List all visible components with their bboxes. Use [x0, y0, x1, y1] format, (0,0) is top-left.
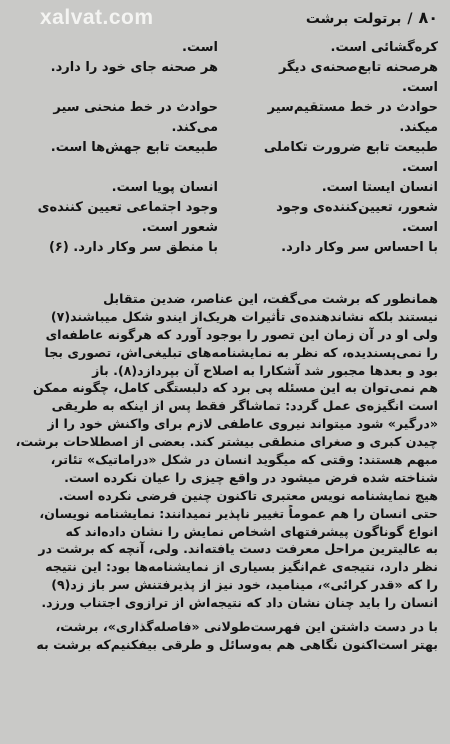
table-line: طبیعت تابع جهش‌ها است. [50, 140, 218, 155]
paragraph-line: شناخته شده فرض میشود در واقع چیزی را عیان نکرده است. [64, 469, 438, 485]
table-line: انسان پویا است. [111, 180, 218, 195]
paragraph-line: نیستند بلکه نشاندهنده‌ی تأثیرات هریک‌از ایندو شکل میباشند(۷) [50, 308, 438, 324]
table-line: است. [182, 40, 218, 55]
table-line: هر صحنه جای خود را دارد. [50, 60, 218, 75]
comparison-column-right [238, 38, 438, 258]
page-number: ۸۰ [418, 8, 438, 27]
book-title: برتولت برشت [305, 11, 402, 27]
paragraph-line: را که «قدر کرائی»، مینامید، خود نیز از پذیرفتنش سر باز زد(۹) [51, 577, 438, 593]
paragraph-line: نظر دارد، نتیجه‌ی غم‌انگیز بسیاری از نمایشنامه‌ها بود: این نتیجه [45, 559, 438, 575]
table-line: کره‌گشائی است. [330, 40, 438, 55]
paragraph-line: را نمی‌پسندیده، که نظر به نمایشنامه‌های تبلیغی‌اش، تصوری بجا [44, 344, 438, 360]
table-line [12, 78, 218, 98]
comparison-column-left [12, 38, 218, 258]
body-text [10, 290, 438, 654]
paragraph-line: هم نمی‌توان به این مسئله پی برد که دلبستگی کامل، چگونه ممکن [33, 380, 438, 396]
paragraph-line: به عالیترین مراحل معرفت دست یافته‌اند. ولی، آنچه که برشت در [38, 541, 438, 557]
header-separator: / [407, 11, 413, 27]
paragraph-line: با در دست داشتن این فهرست‌طولانی «فاصله‌گذاری»، برشت، [55, 619, 438, 635]
table-line [12, 158, 218, 178]
paragraph-line: چیدن کبری و صغرای منطقی بیشتر کند. بعضی از اصطلاحات برشت، [15, 434, 438, 450]
table-line: با منطق سر وکار دارد. (۶) [48, 240, 218, 255]
paragraph-line: بود و بعدها مجبور شد آشکارا به اصلاح آن بپردازد(۸). باز [92, 362, 438, 378]
paragraph-line: انواع گوناگون پیشرفتهای اشخاص نمایش را نشان داده‌اند که [65, 523, 438, 539]
paragraph-line: مبهم هستند: وقتی که میگوید انسان در شکل «دراماتیک» تئاتر، [50, 452, 438, 468]
table-line: شعور است. [141, 220, 218, 235]
table-line: با احساس سر وکار دارد. [281, 240, 438, 255]
table-line: می‌کند. [171, 120, 218, 135]
table-line: حوادث در خط مستقیم‌سیر [267, 100, 438, 115]
paragraph-line: «درگیر» شود میتواند نیروی عاطفی لازم برای واکنش خود را از [47, 416, 438, 432]
table-line: میکند. [399, 120, 438, 135]
paragraph-line: حتی انسان را هم عموماً تغییر ناپذیر نمیدانند: نمایشنامه نویسان، [39, 505, 438, 521]
paragraph-line: بهتر است‌اکنون نگاهی هم به‌وسائل و طرقی بیفکنیم‌که برشت به [36, 636, 438, 652]
table-line: انسان ایستا است. [321, 180, 438, 195]
table-line: است. [402, 160, 438, 175]
paragraph-line: انسان را باید چنان نشان داد که نتیجه‌اش از ترازوی اجتناب ورزد. [41, 595, 438, 611]
table-line: حوادث در خط منحنی سیر [53, 100, 218, 115]
paragraph-line: است انگیزه‌ی عمل گردد: تماشاگر فقط پس از اینکه به طریقی [51, 398, 438, 414]
table-line: هرصحنه تابع‌صحنه‌ی دیگر [278, 60, 438, 75]
paragraph-line: همانطور که برشت می‌گفت، این عناصر، ضدین متقابل [103, 291, 438, 306]
paragraph-line: هیچ نمایشنامه نویس معتبری تاکنون چنین فرضی نکرده است. [58, 487, 438, 503]
running-head [306, 8, 438, 27]
table-line: است. [402, 220, 438, 235]
table-line: است. [402, 80, 438, 95]
table-line: وجود اجتماعی تعیین کننده‌ی [37, 200, 218, 215]
paragraph-line: ولی او در آن زمان این تصور را بوجود آورد که هرگونه عاطفه‌ای [45, 326, 438, 342]
table-line: طبیعت تابع ضرورت تکاملی [263, 140, 438, 155]
watermark: xalvat.com [40, 6, 154, 29]
table-line: شعور، تعیین‌کننده‌ی وجود [276, 200, 438, 215]
